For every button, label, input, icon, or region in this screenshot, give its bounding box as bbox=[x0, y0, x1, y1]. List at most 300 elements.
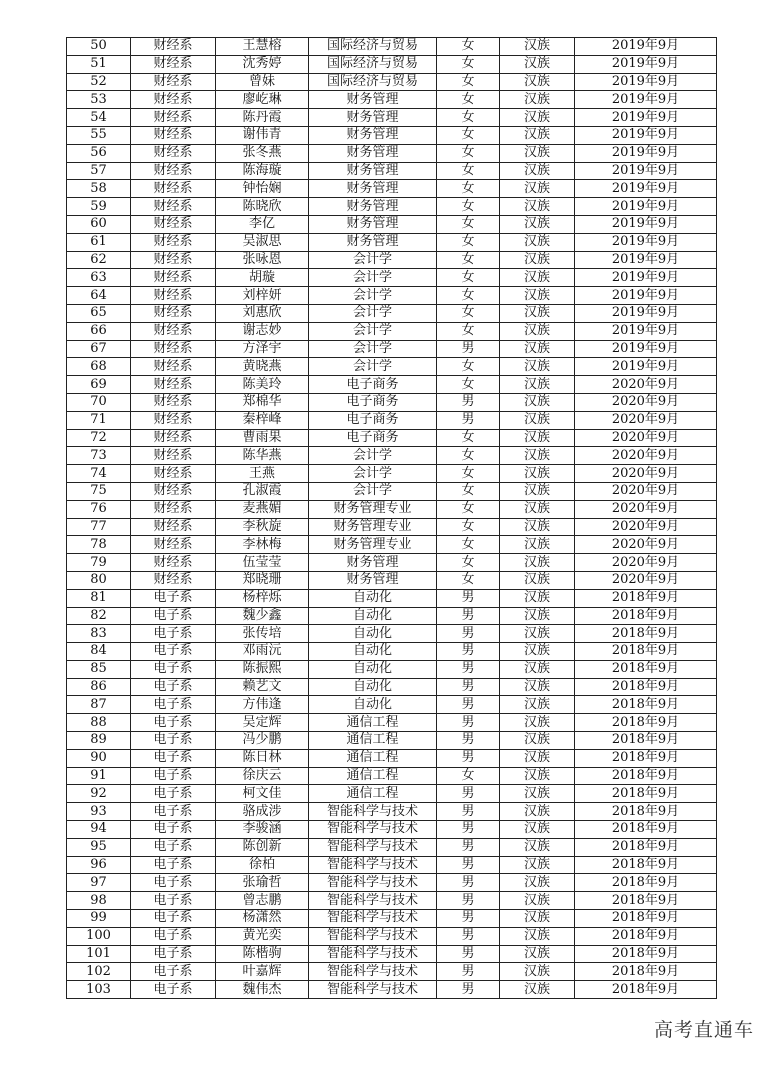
table-row bbox=[67, 714, 717, 732]
cell-ethnicity: 汉族 bbox=[500, 821, 575, 839]
table-row bbox=[67, 518, 717, 536]
cell-department: 财经系 bbox=[131, 429, 216, 447]
cell-department: 电子系 bbox=[131, 714, 216, 732]
cell-department: 财经系 bbox=[131, 91, 216, 109]
roster-body bbox=[67, 38, 717, 999]
cell-name: 魏伟杰 bbox=[216, 981, 309, 999]
cell-name: 麦燕媚 bbox=[216, 500, 309, 518]
cell-name: 张瑜哲 bbox=[216, 874, 309, 892]
cell-gender: 女 bbox=[437, 55, 500, 73]
cell-index: 79 bbox=[67, 554, 131, 572]
cell-major: 智能科学与技术 bbox=[309, 874, 437, 892]
table-row bbox=[67, 767, 717, 785]
cell-name: 陈晓欣 bbox=[216, 198, 309, 216]
cell-enroll-date: 2018年9月 bbox=[575, 927, 717, 945]
cell-index: 98 bbox=[67, 892, 131, 910]
cell-ethnicity: 汉族 bbox=[500, 304, 575, 322]
cell-gender: 男 bbox=[437, 856, 500, 874]
cell-name: 邓雨沅 bbox=[216, 643, 309, 661]
cell-ethnicity: 汉族 bbox=[500, 109, 575, 127]
cell-ethnicity: 汉族 bbox=[500, 198, 575, 216]
cell-department: 财经系 bbox=[131, 340, 216, 358]
cell-gender: 男 bbox=[437, 393, 500, 411]
cell-name: 张冬燕 bbox=[216, 144, 309, 162]
table-row bbox=[67, 198, 717, 216]
cell-enroll-date: 2019年9月 bbox=[575, 269, 717, 287]
cell-index: 88 bbox=[67, 714, 131, 732]
cell-major: 财务管理 bbox=[309, 126, 437, 144]
cell-gender: 男 bbox=[437, 589, 500, 607]
cell-ethnicity: 汉族 bbox=[500, 393, 575, 411]
cell-enroll-date: 2018年9月 bbox=[575, 945, 717, 963]
table-row bbox=[67, 482, 717, 500]
cell-name: 郑棉华 bbox=[216, 393, 309, 411]
cell-name: 魏少鑫 bbox=[216, 607, 309, 625]
cell-enroll-date: 2020年9月 bbox=[575, 500, 717, 518]
cell-major: 财务管理 bbox=[309, 144, 437, 162]
cell-enroll-date: 2019年9月 bbox=[575, 233, 717, 251]
cell-name: 叶嘉辉 bbox=[216, 963, 309, 981]
cell-enroll-date: 2020年9月 bbox=[575, 482, 717, 500]
cell-index: 93 bbox=[67, 803, 131, 821]
cell-major: 会计学 bbox=[309, 340, 437, 358]
cell-department: 财经系 bbox=[131, 447, 216, 465]
cell-name: 谢志妙 bbox=[216, 322, 309, 340]
table-row bbox=[67, 126, 717, 144]
cell-major: 自动化 bbox=[309, 643, 437, 661]
cell-name: 沈秀婷 bbox=[216, 55, 309, 73]
cell-gender: 男 bbox=[437, 411, 500, 429]
cell-index: 84 bbox=[67, 643, 131, 661]
cell-enroll-date: 2018年9月 bbox=[575, 767, 717, 785]
cell-gender: 男 bbox=[437, 625, 500, 643]
cell-gender: 女 bbox=[437, 109, 500, 127]
cell-index: 85 bbox=[67, 660, 131, 678]
table-row bbox=[67, 874, 717, 892]
cell-index: 53 bbox=[67, 91, 131, 109]
cell-ethnicity: 汉族 bbox=[500, 376, 575, 394]
cell-enroll-date: 2020年9月 bbox=[575, 411, 717, 429]
cell-index: 72 bbox=[67, 429, 131, 447]
cell-gender: 男 bbox=[437, 660, 500, 678]
cell-department: 电子系 bbox=[131, 767, 216, 785]
cell-enroll-date: 2018年9月 bbox=[575, 910, 717, 928]
cell-index: 89 bbox=[67, 732, 131, 750]
cell-enroll-date: 2019年9月 bbox=[575, 91, 717, 109]
cell-department: 财经系 bbox=[131, 198, 216, 216]
table-row bbox=[67, 180, 717, 198]
cell-index: 97 bbox=[67, 874, 131, 892]
cell-gender: 女 bbox=[437, 38, 500, 56]
cell-ethnicity: 汉族 bbox=[500, 589, 575, 607]
table-row bbox=[67, 500, 717, 518]
cell-ethnicity: 汉族 bbox=[500, 571, 575, 589]
cell-index: 96 bbox=[67, 856, 131, 874]
table-row bbox=[67, 38, 717, 56]
table-row bbox=[67, 678, 717, 696]
cell-index: 62 bbox=[67, 251, 131, 269]
cell-name: 骆成涉 bbox=[216, 803, 309, 821]
cell-name: 陈华燕 bbox=[216, 447, 309, 465]
cell-ethnicity: 汉族 bbox=[500, 91, 575, 109]
table-row bbox=[67, 429, 717, 447]
table-row bbox=[67, 109, 717, 127]
table-row bbox=[67, 749, 717, 767]
cell-gender: 女 bbox=[437, 518, 500, 536]
cell-gender: 女 bbox=[437, 536, 500, 554]
cell-ethnicity: 汉族 bbox=[500, 251, 575, 269]
cell-enroll-date: 2018年9月 bbox=[575, 785, 717, 803]
cell-gender: 男 bbox=[437, 892, 500, 910]
cell-name: 徐柏 bbox=[216, 856, 309, 874]
cell-department: 财经系 bbox=[131, 144, 216, 162]
cell-major: 电子商务 bbox=[309, 429, 437, 447]
cell-name: 冯少鹏 bbox=[216, 732, 309, 750]
cell-index: 101 bbox=[67, 945, 131, 963]
cell-index: 102 bbox=[67, 963, 131, 981]
table-row bbox=[67, 803, 717, 821]
cell-major: 财务管理 bbox=[309, 215, 437, 233]
table-row bbox=[67, 340, 717, 358]
cell-name: 刘惠欣 bbox=[216, 304, 309, 322]
cell-major: 智能科学与技术 bbox=[309, 892, 437, 910]
cell-index: 60 bbox=[67, 215, 131, 233]
cell-major: 自动化 bbox=[309, 607, 437, 625]
cell-name: 张咏恩 bbox=[216, 251, 309, 269]
table-row bbox=[67, 660, 717, 678]
cell-name: 曹雨果 bbox=[216, 429, 309, 447]
cell-department: 财经系 bbox=[131, 571, 216, 589]
cell-major: 电子商务 bbox=[309, 376, 437, 394]
cell-index: 59 bbox=[67, 198, 131, 216]
cell-name: 张传培 bbox=[216, 625, 309, 643]
cell-gender: 女 bbox=[437, 126, 500, 144]
cell-enroll-date: 2020年9月 bbox=[575, 554, 717, 572]
cell-gender: 女 bbox=[437, 447, 500, 465]
table-row bbox=[67, 625, 717, 643]
cell-name: 王慧榕 bbox=[216, 38, 309, 56]
cell-department: 电子系 bbox=[131, 874, 216, 892]
cell-ethnicity: 汉族 bbox=[500, 215, 575, 233]
cell-ethnicity: 汉族 bbox=[500, 269, 575, 287]
cell-department: 财经系 bbox=[131, 554, 216, 572]
table-row bbox=[67, 643, 717, 661]
cell-major: 财务管理 bbox=[309, 162, 437, 180]
cell-department: 电子系 bbox=[131, 749, 216, 767]
cell-department: 财经系 bbox=[131, 287, 216, 305]
cell-major: 财务管理 bbox=[309, 180, 437, 198]
cell-index: 56 bbox=[67, 144, 131, 162]
cell-ethnicity: 汉族 bbox=[500, 233, 575, 251]
table-row bbox=[67, 589, 717, 607]
cell-department: 电子系 bbox=[131, 821, 216, 839]
table-row bbox=[67, 91, 717, 109]
cell-department: 电子系 bbox=[131, 803, 216, 821]
cell-ethnicity: 汉族 bbox=[500, 126, 575, 144]
cell-major: 通信工程 bbox=[309, 767, 437, 785]
cell-index: 82 bbox=[67, 607, 131, 625]
table-row bbox=[67, 411, 717, 429]
table-row bbox=[67, 607, 717, 625]
cell-gender: 女 bbox=[437, 251, 500, 269]
cell-index: 54 bbox=[67, 109, 131, 127]
cell-name: 陈丹霞 bbox=[216, 109, 309, 127]
cell-department: 财经系 bbox=[131, 180, 216, 198]
cell-gender: 男 bbox=[437, 678, 500, 696]
cell-major: 智能科学与技术 bbox=[309, 838, 437, 856]
cell-index: 103 bbox=[67, 981, 131, 999]
cell-ethnicity: 汉族 bbox=[500, 963, 575, 981]
cell-major: 智能科学与技术 bbox=[309, 945, 437, 963]
cell-index: 64 bbox=[67, 287, 131, 305]
cell-index: 87 bbox=[67, 696, 131, 714]
cell-major: 自动化 bbox=[309, 589, 437, 607]
table-row bbox=[67, 927, 717, 945]
cell-ethnicity: 汉族 bbox=[500, 981, 575, 999]
cell-index: 86 bbox=[67, 678, 131, 696]
cell-index: 52 bbox=[67, 73, 131, 91]
cell-gender: 男 bbox=[437, 945, 500, 963]
cell-ethnicity: 汉族 bbox=[500, 625, 575, 643]
cell-department: 财经系 bbox=[131, 482, 216, 500]
cell-major: 会计学 bbox=[309, 465, 437, 483]
cell-department: 财经系 bbox=[131, 215, 216, 233]
cell-enroll-date: 2018年9月 bbox=[575, 643, 717, 661]
cell-index: 76 bbox=[67, 500, 131, 518]
cell-enroll-date: 2018年9月 bbox=[575, 821, 717, 839]
cell-name: 黄光奕 bbox=[216, 927, 309, 945]
cell-enroll-date: 2019年9月 bbox=[575, 55, 717, 73]
cell-index: 80 bbox=[67, 571, 131, 589]
cell-enroll-date: 2018年9月 bbox=[575, 874, 717, 892]
cell-major: 国际经济与贸易 bbox=[309, 73, 437, 91]
cell-gender: 男 bbox=[437, 714, 500, 732]
cell-enroll-date: 2020年9月 bbox=[575, 447, 717, 465]
cell-major: 电子商务 bbox=[309, 393, 437, 411]
cell-enroll-date: 2018年9月 bbox=[575, 749, 717, 767]
cell-ethnicity: 汉族 bbox=[500, 554, 575, 572]
cell-name: 胡璇 bbox=[216, 269, 309, 287]
cell-ethnicity: 汉族 bbox=[500, 429, 575, 447]
cell-name: 谢伟青 bbox=[216, 126, 309, 144]
cell-gender: 男 bbox=[437, 340, 500, 358]
table-row bbox=[67, 322, 717, 340]
cell-major: 财务管理 bbox=[309, 109, 437, 127]
table-row bbox=[67, 785, 717, 803]
cell-enroll-date: 2018年9月 bbox=[575, 607, 717, 625]
cell-major: 财务管理 bbox=[309, 571, 437, 589]
cell-name: 杨梓烁 bbox=[216, 589, 309, 607]
cell-enroll-date: 2018年9月 bbox=[575, 892, 717, 910]
cell-ethnicity: 汉族 bbox=[500, 180, 575, 198]
cell-gender: 女 bbox=[437, 500, 500, 518]
cell-index: 58 bbox=[67, 180, 131, 198]
table-row bbox=[67, 269, 717, 287]
cell-major: 财务管理专业 bbox=[309, 518, 437, 536]
cell-gender: 女 bbox=[437, 233, 500, 251]
cell-department: 财经系 bbox=[131, 358, 216, 376]
cell-gender: 男 bbox=[437, 821, 500, 839]
cell-enroll-date: 2019年9月 bbox=[575, 38, 717, 56]
table-row bbox=[67, 55, 717, 73]
watermark-text: 高考直通车 bbox=[653, 1019, 754, 1041]
cell-enroll-date: 2019年9月 bbox=[575, 358, 717, 376]
cell-enroll-date: 2019年9月 bbox=[575, 144, 717, 162]
table-row bbox=[67, 376, 717, 394]
cell-department: 电子系 bbox=[131, 732, 216, 750]
cell-ethnicity: 汉族 bbox=[500, 607, 575, 625]
cell-department: 财经系 bbox=[131, 73, 216, 91]
cell-ethnicity: 汉族 bbox=[500, 838, 575, 856]
cell-department: 财经系 bbox=[131, 322, 216, 340]
cell-major: 智能科学与技术 bbox=[309, 856, 437, 874]
cell-name: 孔淑霞 bbox=[216, 482, 309, 500]
cell-gender: 男 bbox=[437, 803, 500, 821]
cell-ethnicity: 汉族 bbox=[500, 678, 575, 696]
cell-enroll-date: 2019年9月 bbox=[575, 73, 717, 91]
cell-department: 财经系 bbox=[131, 55, 216, 73]
cell-ethnicity: 汉族 bbox=[500, 287, 575, 305]
cell-name: 李林梅 bbox=[216, 536, 309, 554]
cell-enroll-date: 2019年9月 bbox=[575, 251, 717, 269]
cell-gender: 男 bbox=[437, 838, 500, 856]
cell-gender: 女 bbox=[437, 465, 500, 483]
cell-name: 徐庆云 bbox=[216, 767, 309, 785]
cell-ethnicity: 汉族 bbox=[500, 144, 575, 162]
cell-index: 77 bbox=[67, 518, 131, 536]
cell-name: 陈海璇 bbox=[216, 162, 309, 180]
cell-name: 廖屹琳 bbox=[216, 91, 309, 109]
cell-ethnicity: 汉族 bbox=[500, 874, 575, 892]
cell-name: 陈振熙 bbox=[216, 660, 309, 678]
table-row bbox=[67, 856, 717, 874]
cell-department: 财经系 bbox=[131, 536, 216, 554]
cell-ethnicity: 汉族 bbox=[500, 927, 575, 945]
cell-enroll-date: 2018年9月 bbox=[575, 981, 717, 999]
cell-enroll-date: 2018年9月 bbox=[575, 803, 717, 821]
cell-major: 自动化 bbox=[309, 625, 437, 643]
table-row bbox=[67, 73, 717, 91]
cell-gender: 女 bbox=[437, 287, 500, 305]
cell-name: 伍莹莹 bbox=[216, 554, 309, 572]
cell-enroll-date: 2018年9月 bbox=[575, 838, 717, 856]
cell-department: 电子系 bbox=[131, 607, 216, 625]
cell-gender: 男 bbox=[437, 927, 500, 945]
cell-ethnicity: 汉族 bbox=[500, 55, 575, 73]
table-row bbox=[67, 732, 717, 750]
cell-enroll-date: 2019年9月 bbox=[575, 109, 717, 127]
cell-name: 李骏涵 bbox=[216, 821, 309, 839]
cell-major: 智能科学与技术 bbox=[309, 910, 437, 928]
cell-major: 国际经济与贸易 bbox=[309, 38, 437, 56]
cell-ethnicity: 汉族 bbox=[500, 749, 575, 767]
cell-major: 智能科学与技术 bbox=[309, 803, 437, 821]
cell-department: 财经系 bbox=[131, 393, 216, 411]
cell-index: 70 bbox=[67, 393, 131, 411]
cell-ethnicity: 汉族 bbox=[500, 500, 575, 518]
cell-gender: 女 bbox=[437, 198, 500, 216]
table-row bbox=[67, 233, 717, 251]
cell-ethnicity: 汉族 bbox=[500, 358, 575, 376]
cell-department: 电子系 bbox=[131, 945, 216, 963]
cell-gender: 男 bbox=[437, 607, 500, 625]
cell-enroll-date: 2018年9月 bbox=[575, 856, 717, 874]
cell-ethnicity: 汉族 bbox=[500, 447, 575, 465]
cell-index: 67 bbox=[67, 340, 131, 358]
cell-enroll-date: 2020年9月 bbox=[575, 429, 717, 447]
cell-index: 73 bbox=[67, 447, 131, 465]
cell-major: 电子商务 bbox=[309, 411, 437, 429]
cell-department: 财经系 bbox=[131, 376, 216, 394]
cell-enroll-date: 2019年9月 bbox=[575, 198, 717, 216]
cell-department: 财经系 bbox=[131, 465, 216, 483]
cell-major: 智能科学与技术 bbox=[309, 927, 437, 945]
cell-ethnicity: 汉族 bbox=[500, 411, 575, 429]
cell-major: 会计学 bbox=[309, 269, 437, 287]
cell-gender: 女 bbox=[437, 304, 500, 322]
cell-index: 81 bbox=[67, 589, 131, 607]
cell-index: 55 bbox=[67, 126, 131, 144]
cell-name: 李秋旋 bbox=[216, 518, 309, 536]
cell-enroll-date: 2019年9月 bbox=[575, 162, 717, 180]
cell-gender: 女 bbox=[437, 482, 500, 500]
cell-department: 财经系 bbox=[131, 251, 216, 269]
cell-gender: 女 bbox=[437, 429, 500, 447]
cell-name: 李亿 bbox=[216, 215, 309, 233]
cell-ethnicity: 汉族 bbox=[500, 714, 575, 732]
cell-department: 电子系 bbox=[131, 625, 216, 643]
cell-department: 电子系 bbox=[131, 785, 216, 803]
cell-name: 方泽宇 bbox=[216, 340, 309, 358]
cell-major: 会计学 bbox=[309, 287, 437, 305]
cell-department: 电子系 bbox=[131, 696, 216, 714]
cell-enroll-date: 2018年9月 bbox=[575, 696, 717, 714]
cell-department: 财经系 bbox=[131, 411, 216, 429]
cell-enroll-date: 2020年9月 bbox=[575, 376, 717, 394]
cell-index: 75 bbox=[67, 482, 131, 500]
cell-major: 智能科学与技术 bbox=[309, 821, 437, 839]
cell-enroll-date: 2018年9月 bbox=[575, 678, 717, 696]
cell-name: 曾妹 bbox=[216, 73, 309, 91]
cell-index: 94 bbox=[67, 821, 131, 839]
cell-major: 自动化 bbox=[309, 678, 437, 696]
cell-enroll-date: 2018年9月 bbox=[575, 589, 717, 607]
cell-name: 赖艺文 bbox=[216, 678, 309, 696]
cell-department: 财经系 bbox=[131, 269, 216, 287]
cell-index: 63 bbox=[67, 269, 131, 287]
cell-department: 财经系 bbox=[131, 126, 216, 144]
cell-gender: 男 bbox=[437, 749, 500, 767]
cell-index: 90 bbox=[67, 749, 131, 767]
cell-department: 电子系 bbox=[131, 981, 216, 999]
cell-major: 会计学 bbox=[309, 358, 437, 376]
cell-gender: 女 bbox=[437, 73, 500, 91]
cell-enroll-date: 2018年9月 bbox=[575, 625, 717, 643]
cell-gender: 女 bbox=[437, 322, 500, 340]
cell-enroll-date: 2019年9月 bbox=[575, 322, 717, 340]
cell-ethnicity: 汉族 bbox=[500, 767, 575, 785]
cell-gender: 女 bbox=[437, 215, 500, 233]
table-row bbox=[67, 821, 717, 839]
cell-enroll-date: 2019年9月 bbox=[575, 180, 717, 198]
cell-index: 66 bbox=[67, 322, 131, 340]
cell-name: 陈日林 bbox=[216, 749, 309, 767]
cell-index: 83 bbox=[67, 625, 131, 643]
cell-index: 61 bbox=[67, 233, 131, 251]
cell-enroll-date: 2020年9月 bbox=[575, 465, 717, 483]
cell-major: 自动化 bbox=[309, 660, 437, 678]
cell-major: 智能科学与技术 bbox=[309, 963, 437, 981]
